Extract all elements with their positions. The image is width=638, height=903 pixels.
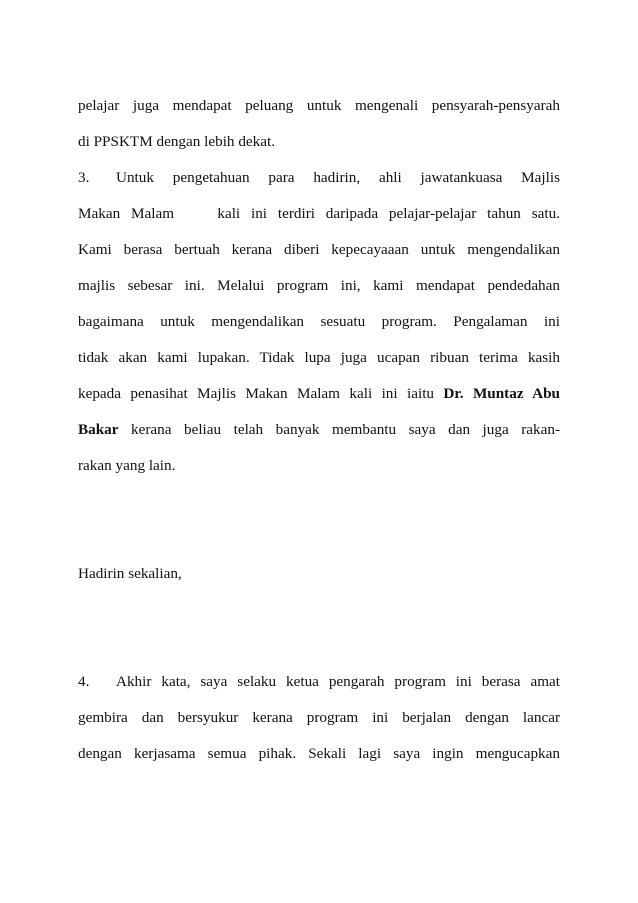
text-segment: kepada penasihat Majlis Makan Malam kali ini iaitu xyxy=(78,385,444,402)
advisor-name: Dr. Muntaz Abu xyxy=(443,385,560,402)
paragraph-number: 3. xyxy=(78,169,90,186)
spacer xyxy=(78,492,560,564)
text-line: pelajar juga mendapat peluang untuk mengenali pensyarah-pensyarah xyxy=(78,97,560,114)
text-segment: Akhir kata, saya selaku ketua pengarah program ini berasa amat xyxy=(116,673,560,690)
paragraph-continuation xyxy=(78,96,560,168)
text-line: Makan Malam kali ini terdiri daripada pelajar-pelajar tahun satu. xyxy=(78,205,560,222)
paragraph-number: 4. xyxy=(78,673,90,690)
text-line xyxy=(78,672,560,708)
document-page xyxy=(78,96,560,780)
text-line: tidak akan kami lupakan. Tidak lupa juga ucapan ribuan terima kasih xyxy=(78,349,560,366)
spacer xyxy=(78,600,560,672)
text-line: di PPSKTM dengan lebih dekat. xyxy=(78,133,275,150)
text-segment: kerana beliau telah banyak membantu saya dan juga rakan- xyxy=(118,421,560,438)
paragraph-3 xyxy=(78,168,560,492)
advisor-surname: Bakar xyxy=(78,421,119,438)
paragraph-4 xyxy=(78,672,560,780)
text-line: Kami berasa bertuah kerana diberi kepecayaaan untuk mengendalikan xyxy=(78,241,560,258)
text-line: majlis sebesar ini. Melalui program ini, kami mendapat pendedahan xyxy=(78,277,560,294)
text-line: gembira dan bersyukur kerana program ini berjalan dengan lancar xyxy=(78,709,560,726)
text-line: bagaimana untuk mengendalikan sesuatu program. Pengalaman ini xyxy=(78,313,560,330)
salutation: Hadirin sekalian, xyxy=(78,565,182,582)
text-line xyxy=(78,420,560,456)
text-line xyxy=(78,384,560,420)
text-line xyxy=(78,168,560,204)
text-line: rakan yang lain. xyxy=(78,457,176,474)
text-line: dengan kerjasama semua pihak. Sekali lagi saya ingin mengucapkan xyxy=(78,745,560,762)
text-segment: Untuk pengetahuan para hadirin, ahli jawatankuasa Majlis xyxy=(116,169,560,186)
